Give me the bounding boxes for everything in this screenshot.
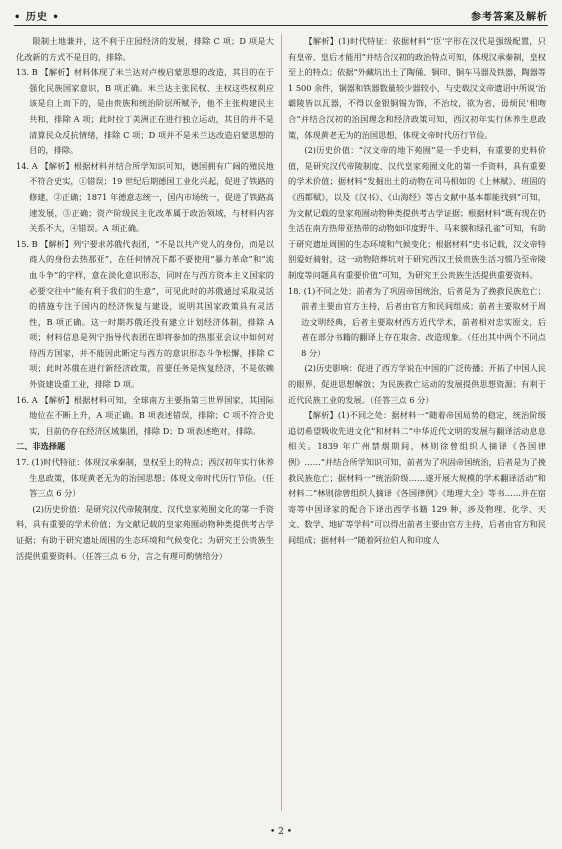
- column-divider: [281, 34, 282, 811]
- left-para-4: 16. A 【解析】根据材料可知，全球南方主要指第三世界国家，其国际地位在不断上升，A 项正确。B 项表述错误，排除；C 项不符合史实，目前仍存在经济区域集团，排除 D；D 项表述绝对，排除。: [16, 394, 274, 436]
- section-title: 参考答案及解析: [471, 12, 548, 23]
- page-number: • 2 •: [269, 827, 293, 837]
- subject-label: • 历史 •: [14, 12, 60, 23]
- left-para-7: (2)历史价值：是研究汉代帝陵制度、汉代皇家苑囿文化的第一手资料，具有重要的学术价值；为文献记载的皇家苑囿动物种类提供考古学证据；有助于研究遗址周围的生态环境和气候变化；为研究王公贵族生活提供重要资料。（任答三点 6 分，言之有理可酌情给分）: [16, 503, 274, 561]
- right-column: [288, 34, 546, 549]
- left-para-6: 17. (1)时代特征：体现汉承秦制，皇权至上的特点；西汉初年实行休养生息政策，体现黄老无为的治国思想；体现文帝时代历行节俭。（任答三点 6 分）: [16, 457, 274, 499]
- left-para-3: 15. B 【解析】列宁要求苏俄代表团，“不是以共产党人的身份，而是以商人的身份去热那亚”，在任何情况下都不要使用“暴力革命”和“流血斗争”的字样，意在淡化意识形态，同时在与西方资本主义国家的必要交往中“能有利于我们的生意”，可见此时的苏俄通过采取灵活的措施专注于国内的经济恢复与建设，说明其国家政策具有灵活性，B 项正确。这一时期苏俄还没有建立计划经济体制，排除 A 项；材料信息是列宁指导代表团在即将参加的热那亚会议中如何对待西方国家，并不能因此断定与西方的意识形态斗争松懈，排除 C 项；此时苏俄在进行新经济政策，首要任务是恢复经济，不是依赖外资建设重工业，排除 D 项。: [16, 238, 274, 390]
- section-heading: 二、非选择题: [16, 441, 66, 452]
- left-para-0: 限制土地兼并，这不利于庄园经济的发展，排除 C 项；D 项是大化改新的方式不是目的，排除。: [16, 36, 274, 62]
- right-para-1: (2)历史价值：“汉文帝的地下苑囿”是一手史料，有重要的史料价值，是研究汉代帝陵制度、汉代皇家苑囿文化的第一手资料，具有重要的学术价值；据材料“发掘出土的动物在司马相如的《上林赋》、班固的《西都赋》，以及《汉书》、《山海经》等古文献中基本都能找到”可知，为文献记载的皇家苑囿动物种类提供考古学证据；根据材料“既有现在仍生活在南方热带亚热带的动物如印度野牛、马来貘和绿孔雀”可知，有助于研究遗址周围的生态环境和气候变化；根据材料“史书记载，汉文帝特别爱好骑射，这一动物陪葬坑对于研究西汉王侯贵族生活习惯乃至帝陵制度等问题具有重要价值”可知，为研究王公贵族生活提供重要资料。: [288, 145, 546, 280]
- left-para-1: 13. B 【解析】材料体现了米兰达对卢梭启蒙思想的改造，其目的在于强化民族国家意识，B 项正确。米兰达主张民权、主权这些权利应该是自上而下的，是由贵族和统治阶层所赋予，他不主张构建民主共和，排除 A 项；此时拉丁美洲正在进行独立运动，其目的并不是清算民众反抗情绪，排除 C 项；D 项并不是米兰达改造启蒙思想的目的，排除。: [16, 67, 274, 156]
- right-para-2: 18. (1)不同之处：前者为了巩固帝国统治，后者是为了挽救民族危亡；前者主要由官方主持，后者由官方和民间组成；前者主要取材于周边文明经典，后者主要取材西方近代学术，前者相对忠实原文，后者在部分书籍的翻译上存在取舍、改造现象。（任出其中两个不同点 8 分）: [288, 285, 546, 358]
- right-para-0: 【解析】(1)时代特征：依据材料“‘臣’字形在汉代是强级配置，只有皇帝、皇后才能用”并结合汉初的政治特点可知，体现汉承秦制，皇权至上的特点；依据“外藏坑出土了陶俑、铜印、铜车马器及铁器，陶器等 1 500 余件，铜器和铁器数量较少器较小，与史载汉文帝遗诏中所说‘治霸陵皆以瓦器，不得以金银铜锡为饰，不治坟，欲为省，毋烦民’相吻合”并结合汉初的治国理念和经济政策可知，西汉初年实行休养生息政策，体现黄老无为的治国思想，体现文帝时代历行节俭。: [288, 36, 546, 140]
- page-header: [14, 4, 548, 26]
- left-para-2: 14. A 【解析】根据材料并结合所学知识可知，德国拥有广阔的殖民地不符合史实，①错误；19 世纪后期德国工业化兴起，促进了铁路的修建，②正确；1871 年德意志统一，国内市场统一，促进了铁路高速发展，③正确；资产阶级民主化改革属于政治领域，与材料内容关系不大，④错误。A 项正确。: [16, 160, 274, 234]
- right-para-4: 【解析】(1)不同之处：据材料一“随着帝国局势的稳定，统治阶级追切希望吸收先进文化”和材料二“中华近代文明的发展与翻译活动息息相关。1839 年广州禁烟期间，林则徐曾组织人摘译《各国律例》……”并结合所学知识可知，前者为了巩固帝国统治，后者是为了挽救民族危亡；据材料一“统治阶级……遂开展大规模的学术翻译活动”和材料二“林则徐曾组织人摘译《各国律例》《地理大全》等书……并在宿寄等中国译家的配合下译出西学书籍 129 种，涉及物理、化学、天文、数学、地矿等学科”可以得出前者主要由官方主持，后者由官方和民间组成；据材料一“随着阿拉伯人和印度人: [288, 410, 546, 545]
- right-para-3: (2)历史影响：促进了西方学说在中国的广泛传播；开拓了中国人民的眼界，促进思想解放；为民族救亡运动的发展提供思想资源；有利于近代民族工业的发展。（任答三点 6 分）: [288, 363, 546, 405]
- left-column: [16, 34, 274, 564]
